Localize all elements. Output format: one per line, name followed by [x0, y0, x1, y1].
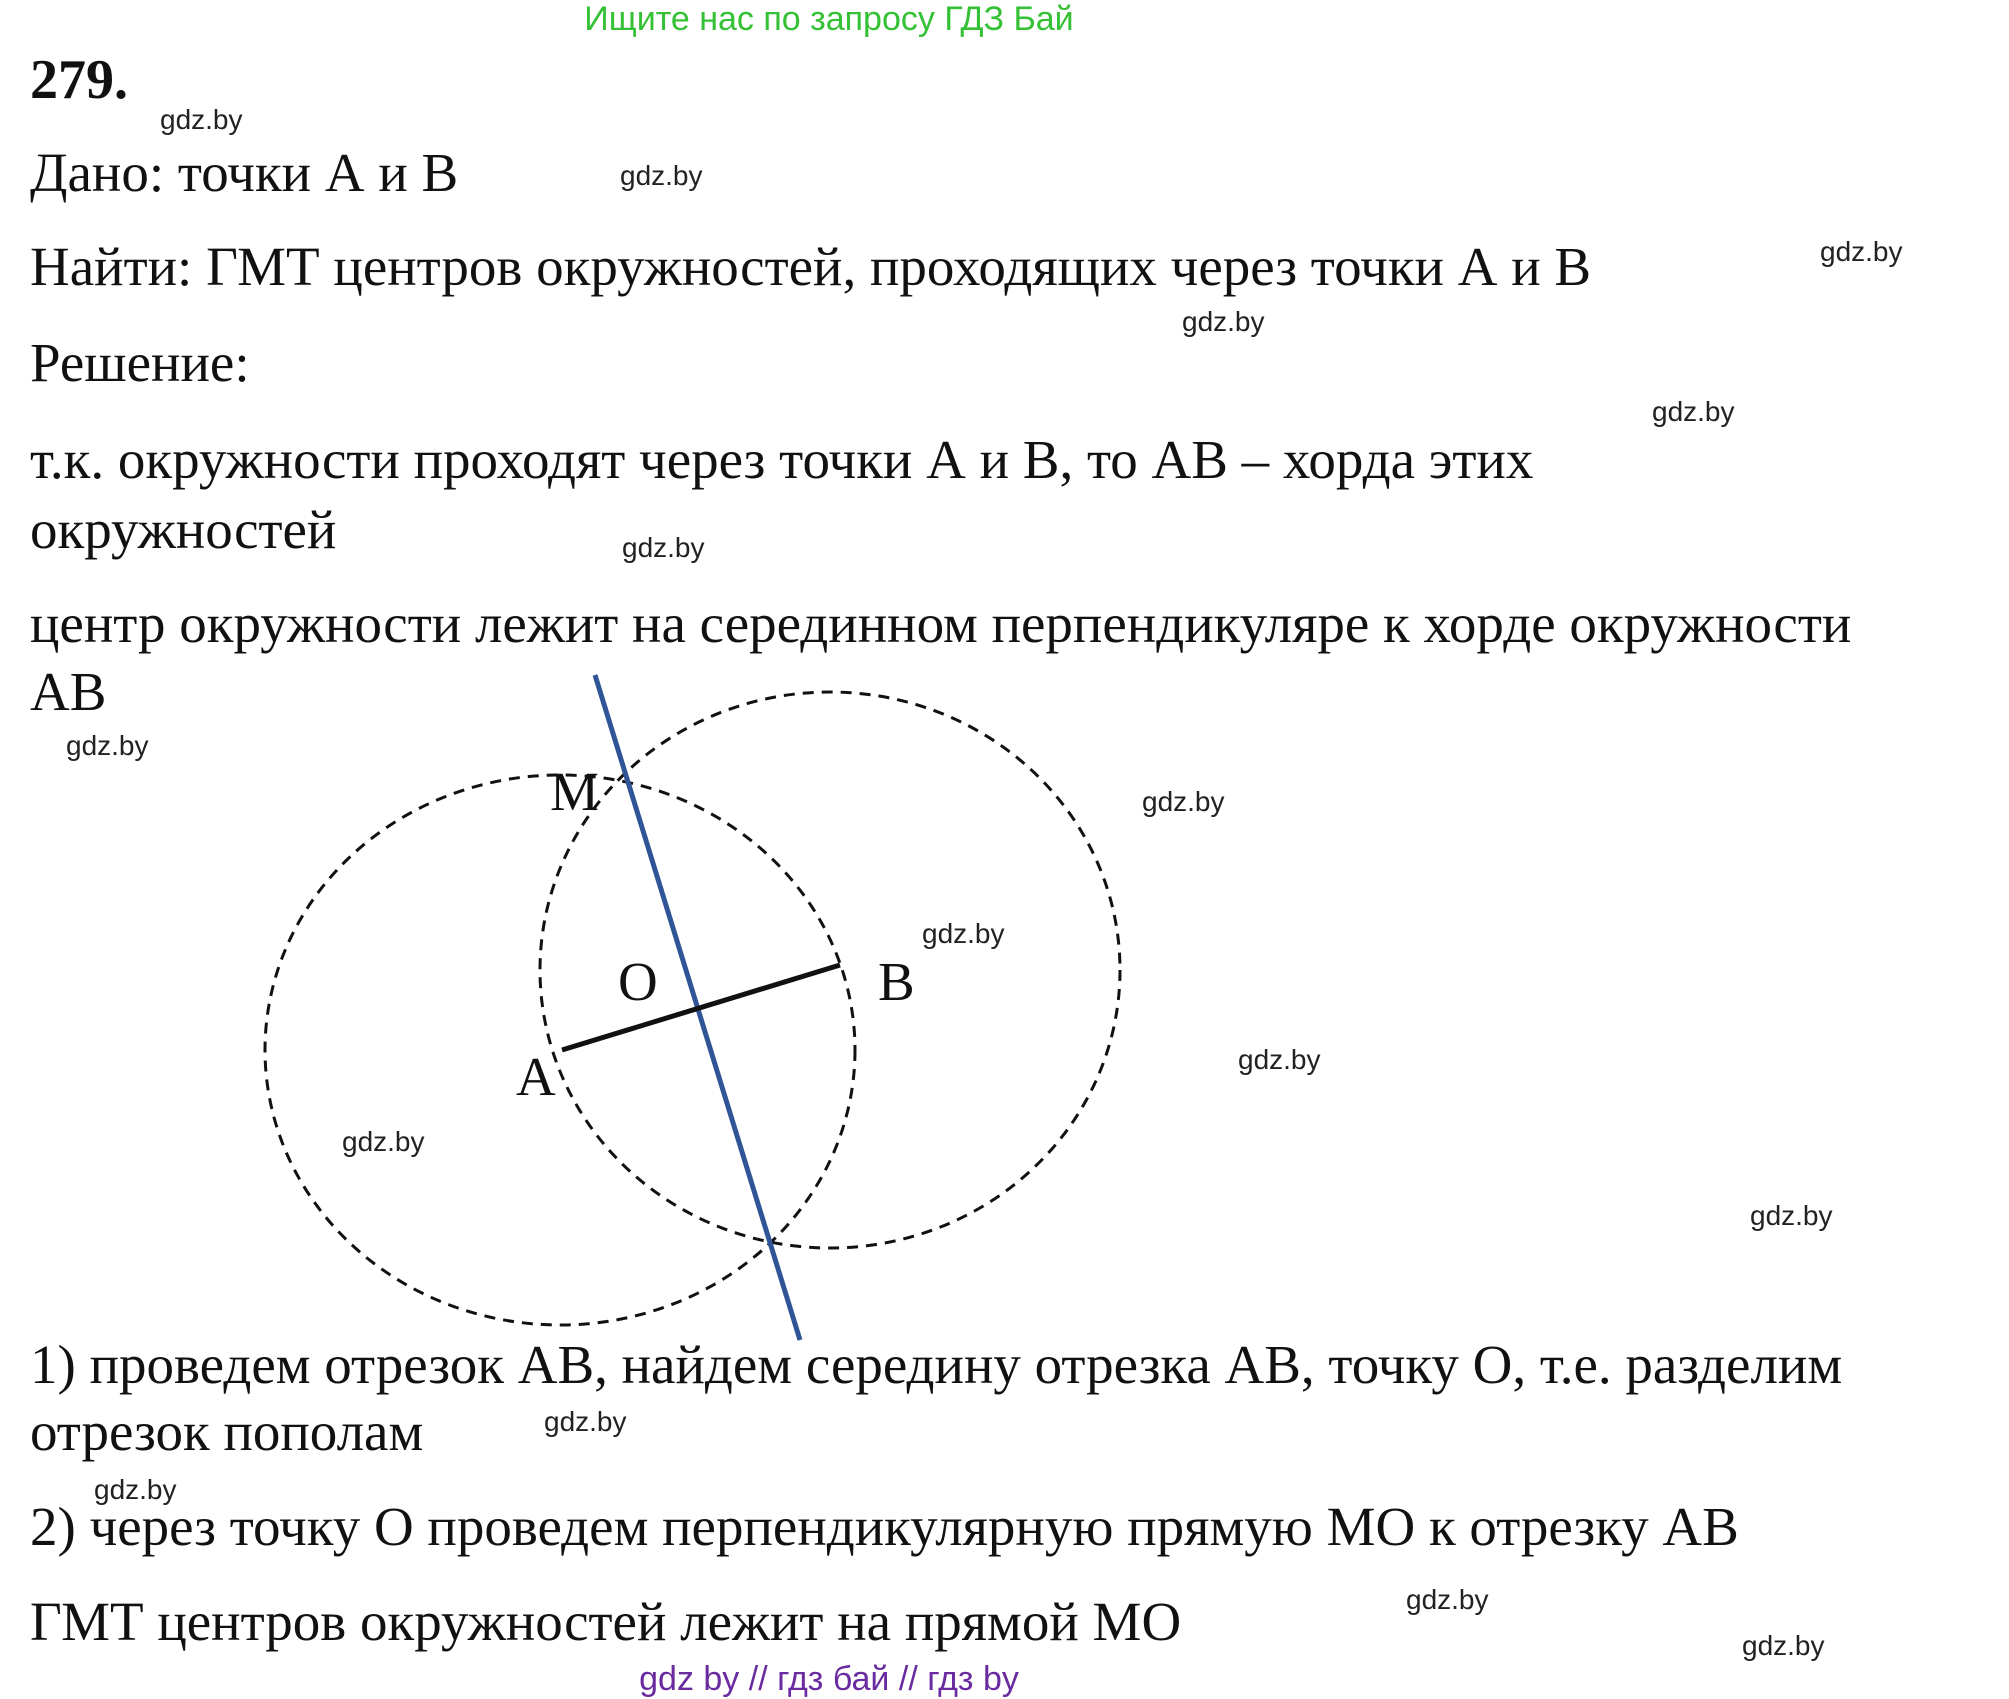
watermark: gdz.by	[66, 730, 149, 761]
watermark: gdz.by	[1820, 236, 1903, 267]
para2-line2: АВ	[30, 661, 107, 722]
para1-line2: окружностей	[30, 499, 337, 560]
watermark: gdz.by	[1750, 1200, 1833, 1231]
watermark: gdz.by	[94, 1474, 177, 1505]
find-line: Найти: ГМТ центров окружностей, проходящих через точки А и В	[30, 236, 1592, 297]
watermark: gdz.by	[620, 160, 703, 191]
watermark: gdz.by	[160, 104, 243, 135]
para1-line1: т.к. окружности проходят через точки А и В, то АВ – хорда этих	[30, 429, 1534, 490]
watermark: gdz.by	[1142, 786, 1225, 817]
problem-number: 279.	[30, 49, 128, 111]
step2-line: 2) через точку О проведем перпендикулярную прямую МО к отрезку АВ	[30, 1496, 1739, 1557]
watermark: gdz.by	[922, 918, 1005, 949]
chord-ab	[562, 965, 840, 1050]
watermark: gdz.by	[1182, 306, 1265, 337]
watermark: gdz.by	[1238, 1044, 1321, 1075]
para2-line1: центр окружности лежит на серединном перпендикуляре к хорде окружности	[30, 593, 1852, 654]
watermark: gdz.by	[1406, 1584, 1489, 1615]
watermark: gdz.by	[1652, 396, 1735, 427]
watermark: gdz.by	[342, 1126, 425, 1157]
label-o: O	[618, 951, 658, 1012]
given-line: Дано: точки А и В	[30, 142, 459, 203]
left-circle	[265, 775, 855, 1325]
label-b: B	[878, 951, 915, 1012]
step1-line2: отрезок пополам	[30, 1401, 424, 1462]
conclusion-line: ГМТ центров окружностей лежит на прямой МО	[30, 1591, 1182, 1652]
watermark: gdz.by	[1742, 1630, 1825, 1661]
solution-label: Решение:	[30, 332, 250, 393]
search-banner: Ищите нас по запросу ГДЗ Бай	[584, 0, 1074, 38]
footer-watermark: gdz by // гдз бай // гдз by	[639, 1660, 1019, 1698]
watermark: gdz.by	[544, 1406, 627, 1437]
label-m: M	[550, 761, 599, 822]
step1-line1: 1) проведем отрезок АВ, найдем середину отрезка АВ, точку О, т.е. разделим	[30, 1334, 1843, 1395]
label-a: A	[516, 1046, 556, 1107]
watermark: gdz.by	[622, 532, 705, 563]
